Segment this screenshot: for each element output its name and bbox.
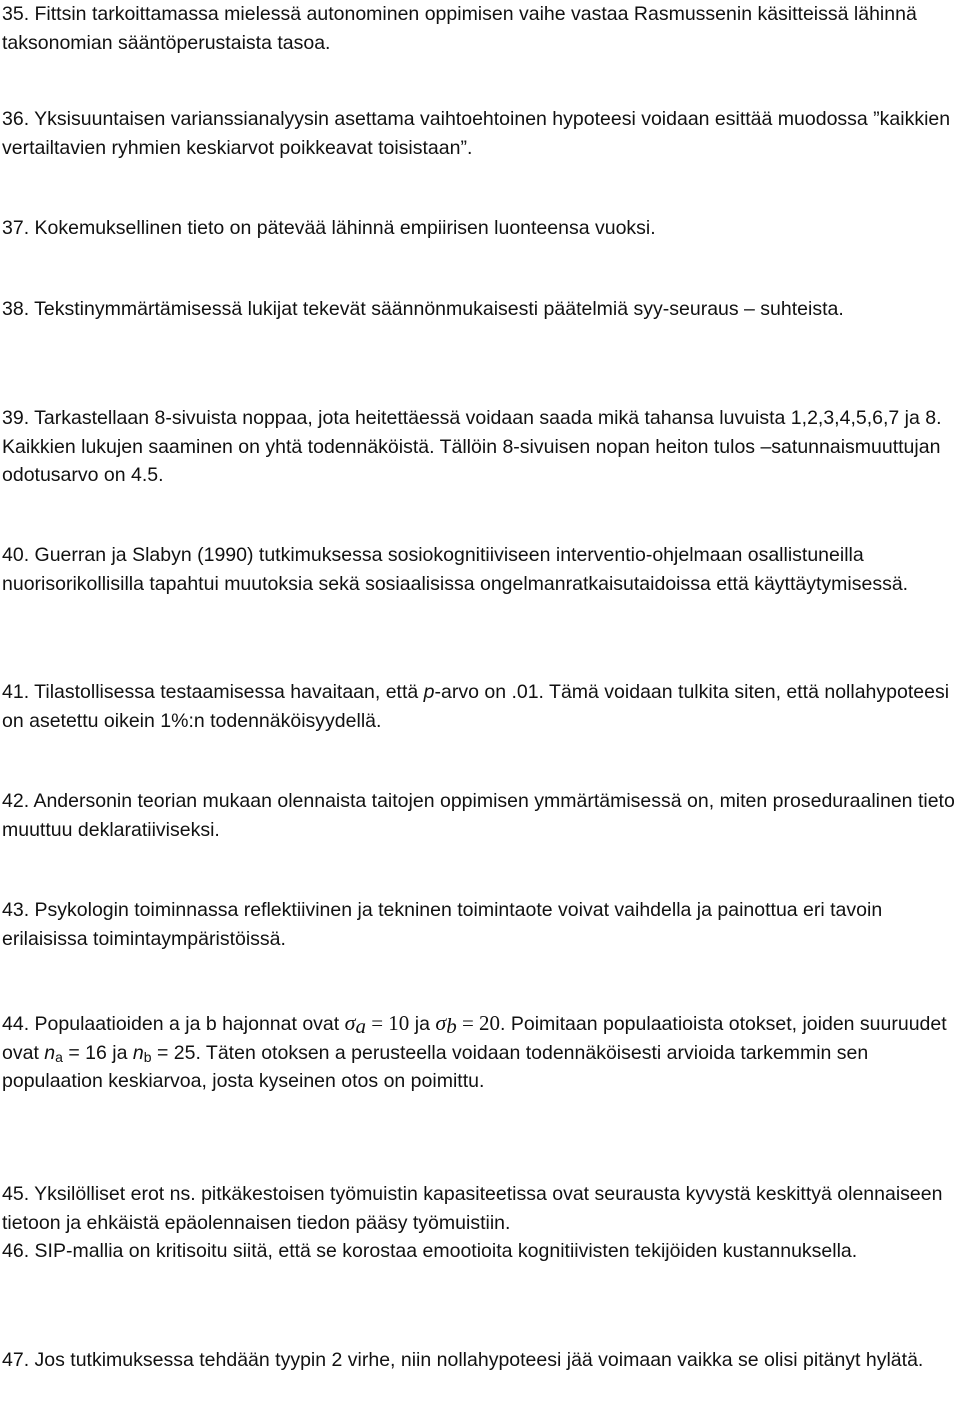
n-a-subscript: a xyxy=(55,1048,63,1065)
statement-46: 46. SIP-mallia on kritisoitu siitä, että se korostaa emootioita kognitiivisten tekijöiden kustannuksella. xyxy=(2,1240,858,1262)
statement-41-text-start: 41. Tilastollisessa testaamisessa havaitaan, että xyxy=(2,681,424,703)
statement-42: 42. Andersonin teorian mukaan olennaista taitojen oppimisen ymmärtämisessä on, miten proseduraalinen tieto muuttuu deklaratiiviseksi. xyxy=(2,790,955,841)
sigma-b-value: = 20 xyxy=(456,1011,501,1035)
statement-44-ja: ja xyxy=(409,1013,436,1035)
statement-44-part-3: = 16 ja xyxy=(62,1041,133,1064)
n-b-subscript: b xyxy=(143,1048,152,1065)
statement-44-part-1: 44. Populaatioiden a ja b hajonnat ovat xyxy=(2,1013,345,1035)
n-b-symbol: n xyxy=(132,1041,144,1064)
statement-44-part-4: = 25. Täten otoksen a perusteella voidaan todennäköisesti arvioida tarkemmin sen populaation keskiarvoa, josta kyseinen otos on poimittu. xyxy=(2,1041,869,1092)
statement-41-text-end: -arvo on .01. Tämä voidaan tulkita siten, että nollahypoteesi on asetettu oikein 1%:n todennäköisyydellä. xyxy=(2,681,950,732)
statement-40: 40. Guerran ja Slabyn (1990) tutkimuksessa sosiokognitiiviseen interventio-ohjelmaan osallistuneilla nuorisorikollisilla tapahtui muutoksia sekä sosiaalisissa ongelmanratkaisutaidoissa että käyttäytymisessä. xyxy=(2,544,909,595)
statement-43: 43. Psykologin toiminnassa reflektiivinen ja tekninen toimintaote voivat vaihdella ja painottua eri tavoin erilaisissa toimintaympäristöissä. xyxy=(2,899,883,950)
statement-44 xyxy=(2,1009,956,1096)
statement-47: 47. Jos tutkimuksessa tehdään tyypin 2 virhe, niin nollahypoteesi jää voimaan vaikka se olisi pitänyt hylätä. xyxy=(2,1349,924,1371)
statement-38: 38. Tekstinymmärtämisessä lukijat tekevät säännönmukaisesti päätelmiä syy-seuraus – suhteista. xyxy=(2,298,844,320)
statement-37: 37. Kokemuksellinen tieto on pätevää lähinnä empiirisen luonteensa vuoksi. xyxy=(2,217,656,239)
sigma-a-value: = 10 xyxy=(365,1011,410,1035)
statement-36: 36. Yksisuuntaisen varianssianalyysin asettama vaihtoehtoinen hypoteesi voidaan esittää muodossa ”kaikkien vertailtavien ryhmien keskiarvot poikkeavat toisistaan”. xyxy=(2,108,951,159)
p-value-symbol: p xyxy=(423,681,435,703)
statement-39: 39. Tarkastellaan 8-sivuista noppaa, jota heitettäessä voidaan saada mikä tahansa luvuista 1,2,3,4,5,6,7 ja 8. Kaikkien lukujen saaminen on yhtä todennäköistä. Tällöin 8-sivuisen nopan heiton tulos –satunnaismuuttujan odotusarvo on 4.5. xyxy=(2,407,942,486)
n-a-symbol: n xyxy=(44,1041,56,1064)
statement-45: 45. Yksilölliset erot ns. pitkäkestoisen työmuistin kapasiteetissa ovat seurausta kyvystä keskittyä olennaiseen tietoon ja ehkäistä epäolennaisen tiedon pääsy työmuistiin. xyxy=(2,1183,943,1234)
sigma-b-subscript: b xyxy=(446,1014,457,1038)
sigma-a-symbol: σ xyxy=(344,1010,356,1035)
statement-41 xyxy=(2,678,956,735)
sigma-b-symbol: σ xyxy=(435,1010,447,1035)
statement-35: 35. Fittsin tarkoittamassa mielessä autonominen oppimisen vaihe vastaa Rasmussenin käsitteissä lähinnä taksonomian sääntöperustaista tasoa. xyxy=(2,3,917,54)
statement-44-part-2: . Poimitaan populaatioista otokset, joiden suuruudet ovat xyxy=(2,1013,947,1064)
sigma-a-subscript: a xyxy=(355,1014,366,1038)
